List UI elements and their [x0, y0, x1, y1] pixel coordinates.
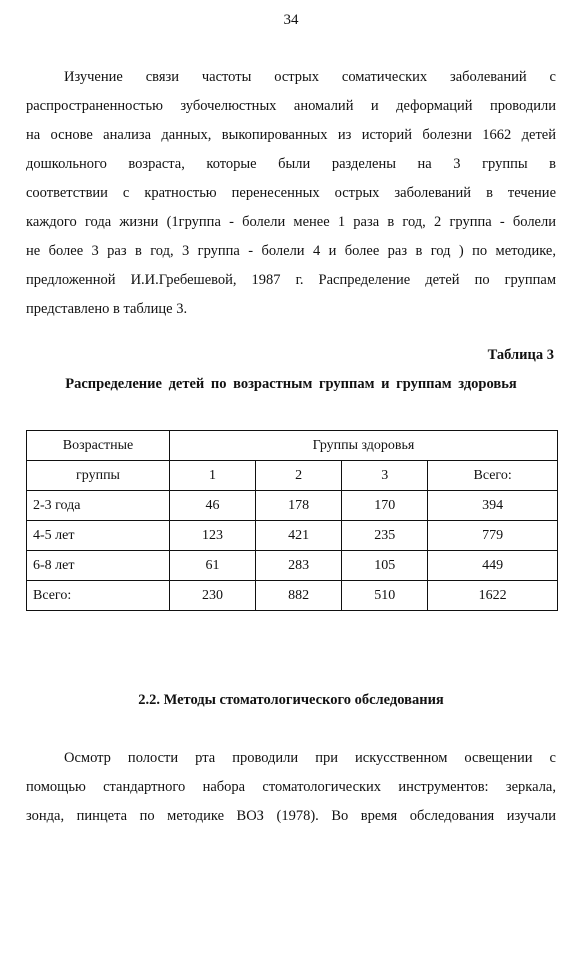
intro-paragraph — [26, 63, 556, 324]
row-label: 6-8 лет — [27, 551, 170, 581]
table-header-row — [27, 431, 558, 461]
text-line: дошкольного возраста, которые были разделены на 3 группы в — [26, 156, 556, 172]
row-label: 4-5 лет — [27, 521, 170, 551]
text-line: на основе анализа данных, выкопированных из историй болезни 1662 детей — [26, 127, 556, 143]
text-line: Осмотр полости рта проводили при искусственном освещении с — [64, 750, 556, 766]
table-cell: 449 — [428, 551, 558, 581]
table-cell: 394 — [428, 491, 558, 521]
distribution-table — [26, 430, 558, 611]
table-total-row — [27, 581, 558, 611]
age-groups-header-continued: группы — [27, 461, 170, 491]
table-cell: 123 — [170, 521, 256, 551]
table-cell: 421 — [256, 521, 342, 551]
table-cell: 882 — [256, 581, 342, 611]
table-label: Таблица 3 — [487, 347, 554, 363]
row-label: 2-3 года — [27, 491, 170, 521]
text-line: каждого года жизни (1группа - болели менее 1 раза в год, 2 группа - болели — [26, 214, 556, 230]
row-label: Всего: — [27, 581, 170, 611]
text-line: представлено в таблице 3. — [26, 301, 188, 317]
age-groups-header: Возрастные — [27, 431, 170, 461]
table-cell: 46 — [170, 491, 256, 521]
table-cell: 283 — [256, 551, 342, 581]
text-line: предложенной И.И.Гребешевой, 1987 г. Распределение детей по группам — [26, 272, 556, 288]
table-cell: 105 — [342, 551, 428, 581]
column-header: 2 — [256, 461, 342, 491]
table-cell: 230 — [170, 581, 256, 611]
column-header: 1 — [170, 461, 256, 491]
page-number: 34 — [283, 12, 299, 28]
text-line: Изучение связи частоты острых соматических заболеваний с — [64, 69, 556, 85]
table-cell: 510 — [342, 581, 428, 611]
text-line: соответствии с кратностью перенесенных острых заболеваний в течение — [26, 185, 556, 201]
text-line: зонда, пинцета по методике ВОЗ (1978). Во время обследования изучали — [26, 808, 556, 824]
table-header-row — [27, 461, 558, 491]
section-heading: 2.2. Методы стоматологического обследования — [138, 692, 444, 708]
text-line: не более 3 раз в год, 3 группа - болели 4 и более раз в год ) по методике, — [26, 243, 556, 259]
health-groups-header: Группы здоровья — [170, 431, 558, 461]
table-cell: 1622 — [428, 581, 558, 611]
column-header: 3 — [342, 461, 428, 491]
methods-paragraph — [26, 744, 556, 831]
table-cell: 170 — [342, 491, 428, 521]
text-line: распространенностью зубочелюстных аномалий и деформаций проводили — [26, 98, 556, 114]
text-line: помощью стандартного набора стоматологических инструментов: зеркала, — [26, 779, 556, 795]
table-cell: 178 — [256, 491, 342, 521]
table-row — [27, 551, 558, 581]
table-row — [27, 491, 558, 521]
column-header: Всего: — [428, 461, 558, 491]
table-cell: 779 — [428, 521, 558, 551]
table-cell: 235 — [342, 521, 428, 551]
table-title: Распределение детей по возрастным группам и группам здоровья — [65, 376, 517, 392]
table-cell: 61 — [170, 551, 256, 581]
table-row — [27, 521, 558, 551]
